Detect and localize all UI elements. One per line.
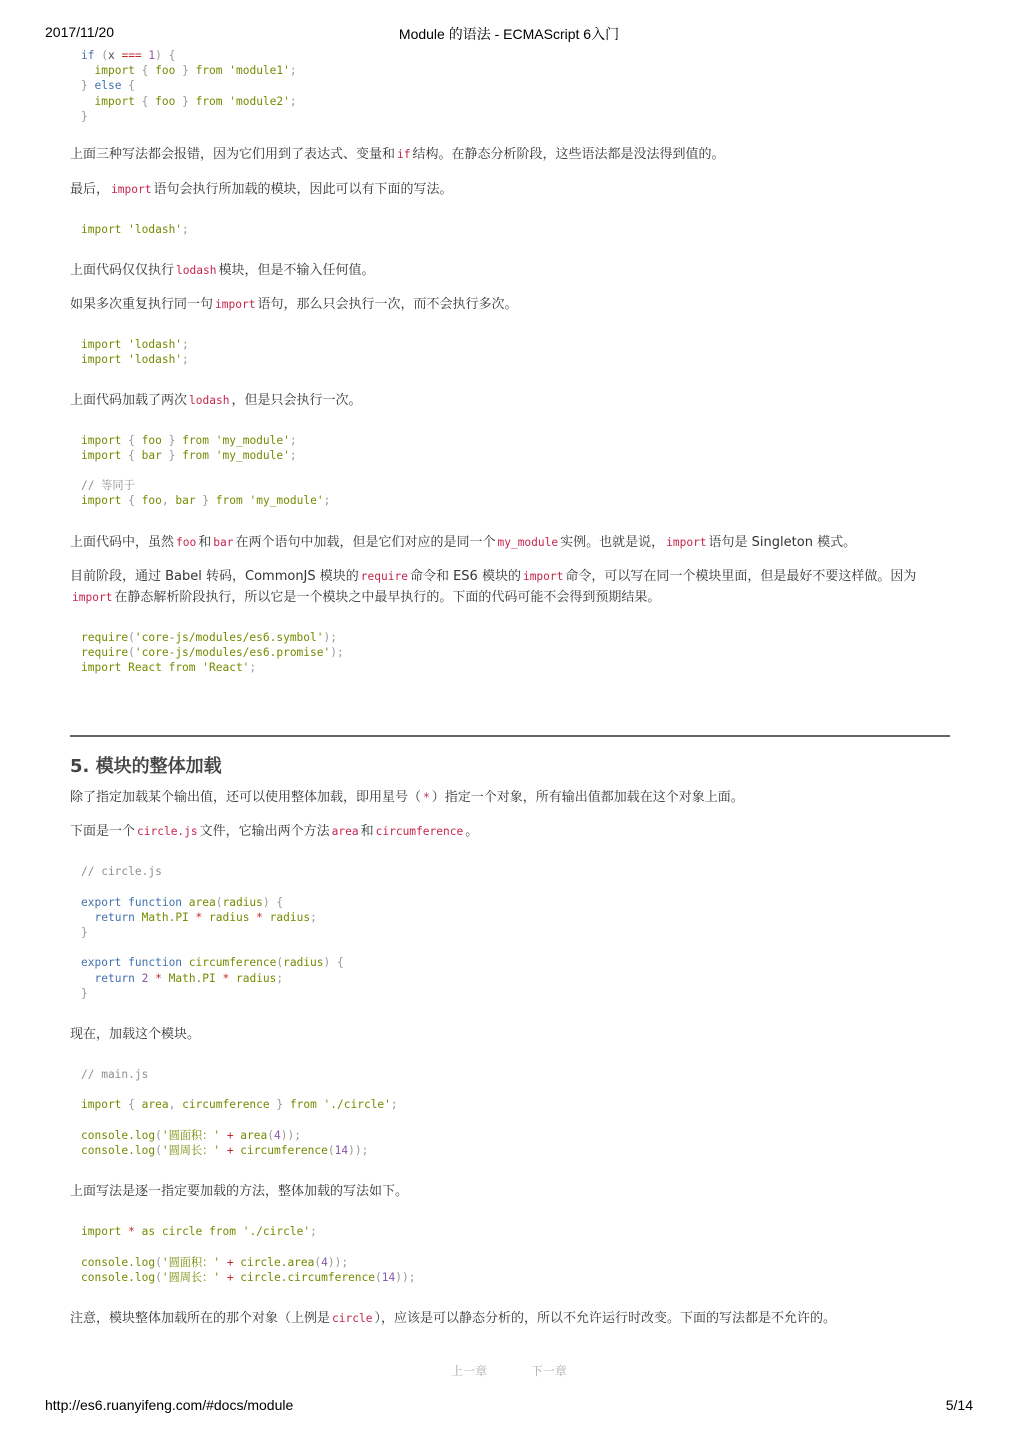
code-block: import * as circle from './circle'; console.log('圆面积：' + circle.area(4)); console.log('圆周长：' + circle.circumference(14));: [81, 1225, 416, 1284]
inline-code: circumference: [375, 825, 464, 839]
page-number: 5/14: [945, 1397, 973, 1413]
code-block: require('core-js/modules/es6.symbol'); require('core-js/modules/es6.promise'); import React from 'React';: [81, 630, 344, 675]
paragraph: 目前阶段，通过 Babel 转码，CommonJS 模块的 require 命令和 ES6 模块的 import 命令，可以写在同一个模块里面，但是最好不要这样做。因为 import 在静态解析阶段执行，所以它是一个模块之中最早执行的。下面的代码可能不会得到预期结果。: [70, 568, 917, 605]
code-block: // main.js import { area, circumference } from './circle'; console.log('圆面积：' + area(4)); console.log('圆周长：' + circumference(14));: [81, 1068, 398, 1158]
code-block: import { foo } from 'my_module'; import { bar } from 'my_module'; // 等同于 import { foo, bar } from 'my_module';: [81, 433, 331, 508]
inline-code: circle.js: [137, 825, 198, 839]
paragraph: 上面三种写法都会报错，因为它们用到了表达式、变量和 if 结构。在静态分析阶段，这些语法都是没法得到值的。: [70, 147, 725, 163]
article-content: [70, 48, 950, 1329]
inline-code: lodash: [189, 393, 230, 407]
next-chapter-link[interactable]: 下一章: [530, 1364, 567, 1378]
code-block: import 'lodash'; import 'lodash';: [81, 338, 189, 367]
paragraph: 上面代码仅仅执行 lodash 模块，但是不输入任何值。: [70, 263, 375, 279]
section-heading: 5. 模块的整体加载: [70, 756, 222, 778]
paragraph: 除了指定加载某个输出值，还可以使用整体加载，即用星号（ * ）指定一个对象，所有输出值都加载在这个对象上面。: [70, 790, 744, 806]
page-url: http://es6.ruanyifeng.com/#docs/module: [45, 1397, 294, 1413]
inline-code: if: [397, 148, 411, 162]
inline-code: import: [522, 569, 564, 583]
section-divider: [70, 735, 950, 737]
code-block: if (x === 1) { import { foo } from 'module1'; } else { import { foo } from 'module2'; }: [81, 49, 297, 123]
paragraph: 上面代码加载了两次 lodash ，但是只会执行一次。: [70, 392, 362, 408]
code-block: import 'lodash';: [81, 223, 189, 237]
paragraph: 如果多次重复执行同一句 import 语句，那么只会执行一次，而不会执行多次。: [70, 297, 518, 313]
paragraph: 注意，模块整体加载所在的那个对象（上例是 circle ），应该是可以静态分析的，所以不允许运行时改变。下面的写法都是不允许的。: [70, 1311, 836, 1327]
inline-code: require: [360, 569, 408, 583]
paragraph: 上面写法是逐一指定要加载的方法，整体加载的写法如下。: [70, 1184, 409, 1200]
paragraph: 最后， import 语句会执行所加载的模块，因此可以有下面的写法。: [70, 182, 453, 198]
inline-code: import: [215, 298, 256, 312]
inline-code: import: [111, 183, 152, 197]
inline-code: foo: [176, 535, 197, 549]
inline-code: my_module: [497, 535, 559, 549]
paragraph: 上面代码中，虽然 foo 和 bar 在两个语句中加载，但是它们对应的是同一个 my_module 实例。也就是说， import 语句是 Singleton 模式。: [70, 534, 857, 550]
page-title: Module 的语法 - ECMAScript 6入门: [398, 26, 620, 42]
paragraph: 现在，加载这个模块。: [70, 1027, 201, 1043]
print-header: [45, 24, 973, 42]
print-date: 2017/11/20: [45, 24, 115, 40]
inline-code: *: [423, 791, 430, 805]
inline-code: lodash: [176, 264, 217, 278]
print-footer: [45, 1397, 973, 1415]
inline-code: bar: [213, 535, 234, 549]
chapter-pager: [0, 1362, 1018, 1379]
code-block: // circle.js export function area(radius) { return Math.PI * radius * radius; } export function circumference(radius) { return 2 * Math.PI * radius; }: [81, 865, 344, 1000]
prev-chapter-link[interactable]: 上一章: [451, 1364, 488, 1378]
inline-code: area: [331, 825, 359, 839]
inline-code: import: [666, 535, 707, 549]
inline-code: import: [72, 590, 113, 604]
paragraph: 下面是一个 circle.js 文件，它输出两个方法 area 和 circumference 。: [70, 824, 479, 840]
inline-code: circle: [332, 1312, 373, 1326]
